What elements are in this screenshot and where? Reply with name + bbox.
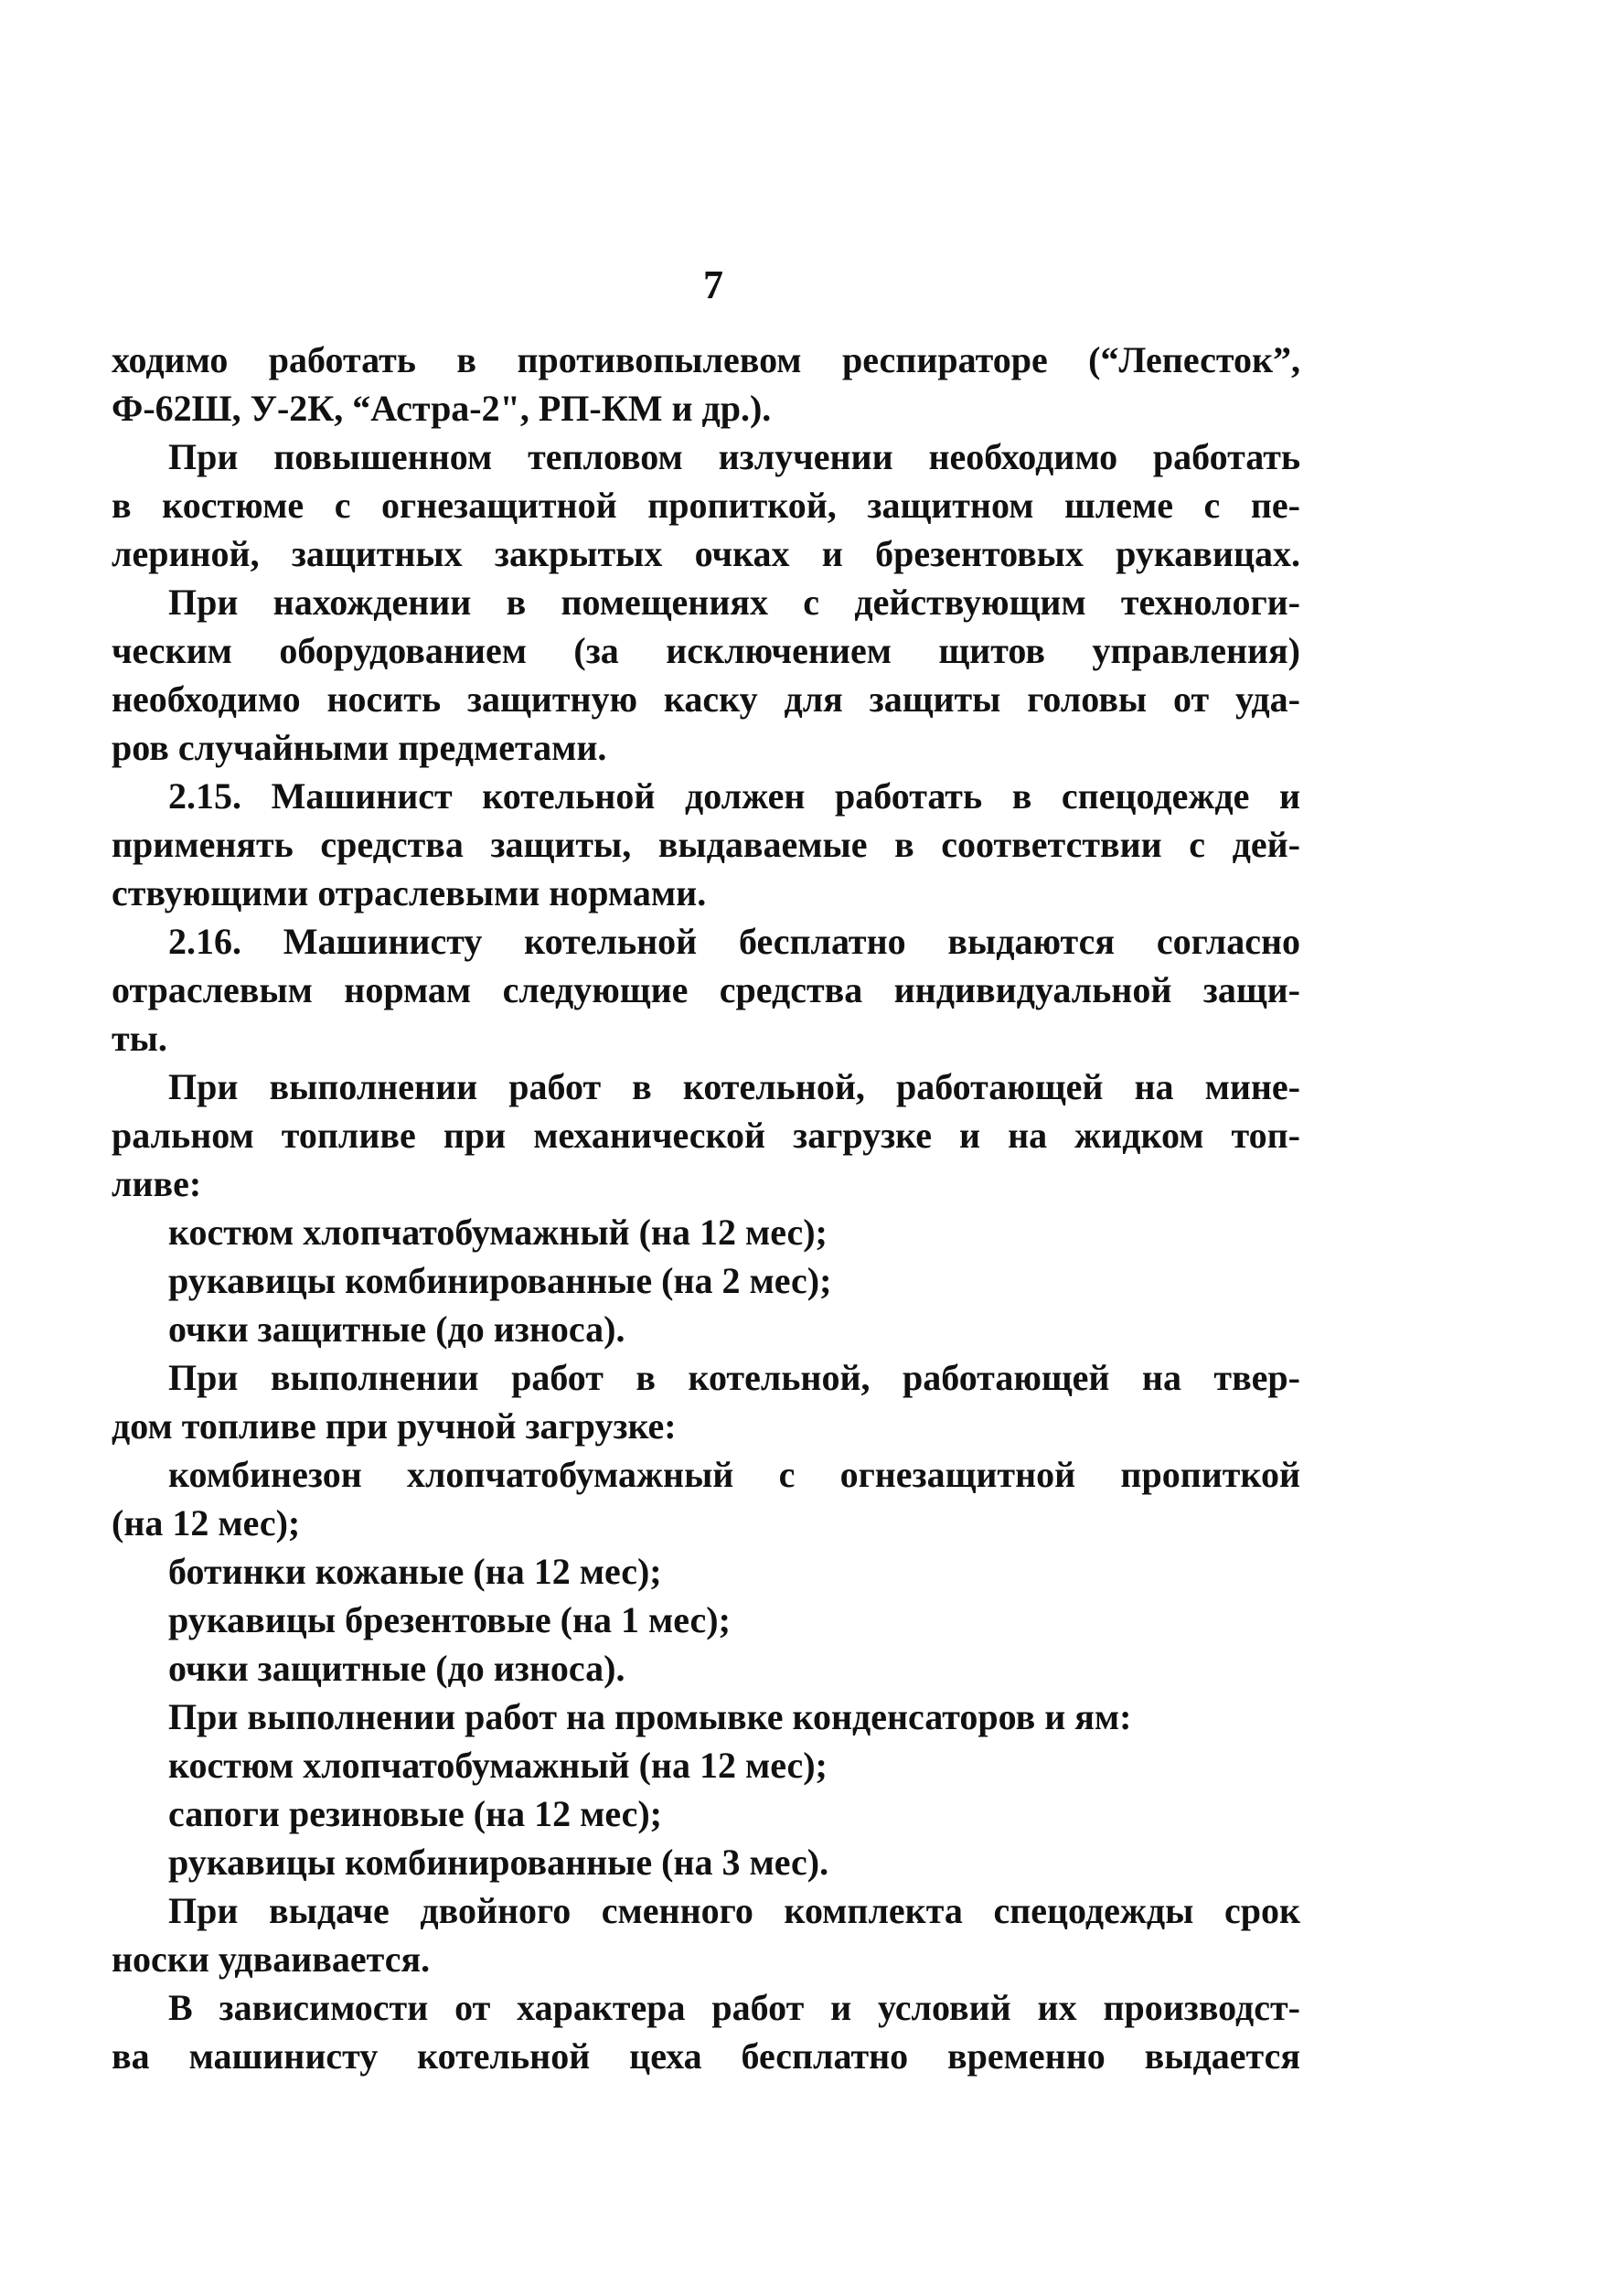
text-line: лериной, защитных закрытых очках и брезентовых рукавицах. (112, 533, 1300, 574)
text-line: ров случайными предметами. (112, 727, 607, 768)
text-line: костюм хлопчатобумажный (на 12 мес); (168, 1212, 828, 1253)
text-line: сапоги резиновые (на 12 мес); (168, 1793, 662, 1834)
text-line: При повышенном тепловом излучении необходимо работать (168, 436, 1300, 477)
document-body (112, 336, 1300, 2080)
text-line: костюм хлопчатобумажный (на 12 мес); (168, 1745, 828, 1786)
text-line: Ф-62Ш, У-2К, “Астра-2", РП-КМ и др.). (112, 388, 772, 429)
text-line: При нахождении в помещениях с действующим технологи- (168, 582, 1300, 623)
text-line: При выдаче двойного сменного комплекта спецодежды срок (168, 1890, 1300, 1931)
text-line: 2.16. Машинисту котельной бесплатно выдаются согласно (168, 921, 1300, 962)
text-line: необходимо носить защитную каску для защиты головы от уда- (112, 678, 1300, 720)
text-line: При выполнении работ в котельной, работающей на твер- (168, 1357, 1300, 1398)
text-line: дом топливе при ручной загрузке: (112, 1405, 677, 1447)
text-line: очки защитные (до износа). (168, 1308, 625, 1350)
text-line: ральном топливе при механической загрузке и на жидком топ- (112, 1115, 1300, 1156)
text-line: рукавицы брезентовые (на 1 мес); (168, 1599, 731, 1640)
text-line: ствующими отраслевыми нормами. (112, 872, 707, 913)
text-line: ческим оборудованием (за исключением щитов управления) (112, 630, 1300, 671)
text-line: ботинки кожаные (на 12 мес); (168, 1551, 662, 1592)
text-line: В зависимости от характера работ и условий их производст- (168, 1987, 1300, 2028)
text-line: ливе: (112, 1163, 202, 1204)
text-line: ва машинисту котельной цеха бесплатно временно выдается (112, 2035, 1300, 2077)
text-line: (на 12 мес); (112, 1502, 301, 1543)
text-line: При выполнении работ в котельной, работающей на мине- (168, 1066, 1300, 1107)
page-number: 7 (703, 262, 723, 307)
text-line: применять средства защиты, выдаваемые в соответствии с дей- (112, 824, 1300, 865)
text-line: в костюме с огнезащитной пропиткой, защитном шлеме с пе- (112, 485, 1300, 526)
text-line: При выполнении работ на промывке конденсаторов и ям: (168, 1696, 1132, 1737)
text-line: ты. (112, 1018, 167, 1059)
text-line: отраслевым нормам следующие средства индивидуальной защи- (112, 969, 1300, 1010)
text-line: комбинезон хлопчатобумажный с огнезащитной пропиткой (168, 1454, 1300, 1495)
text-line: ходимо работать в противопылевом респираторе (“Лепесток”, (112, 339, 1300, 380)
text-line: 2.15. Машинист котельной должен работать в спецодежде и (168, 775, 1300, 817)
text-line: очки защитные (до износа). (168, 1648, 625, 1689)
text-line: рукавицы комбинированные (на 2 мес); (168, 1260, 832, 1301)
text-line: рукавицы комбинированные (на 3 мес). (168, 1842, 829, 1883)
text-line: носки удваивается. (112, 1939, 431, 1980)
